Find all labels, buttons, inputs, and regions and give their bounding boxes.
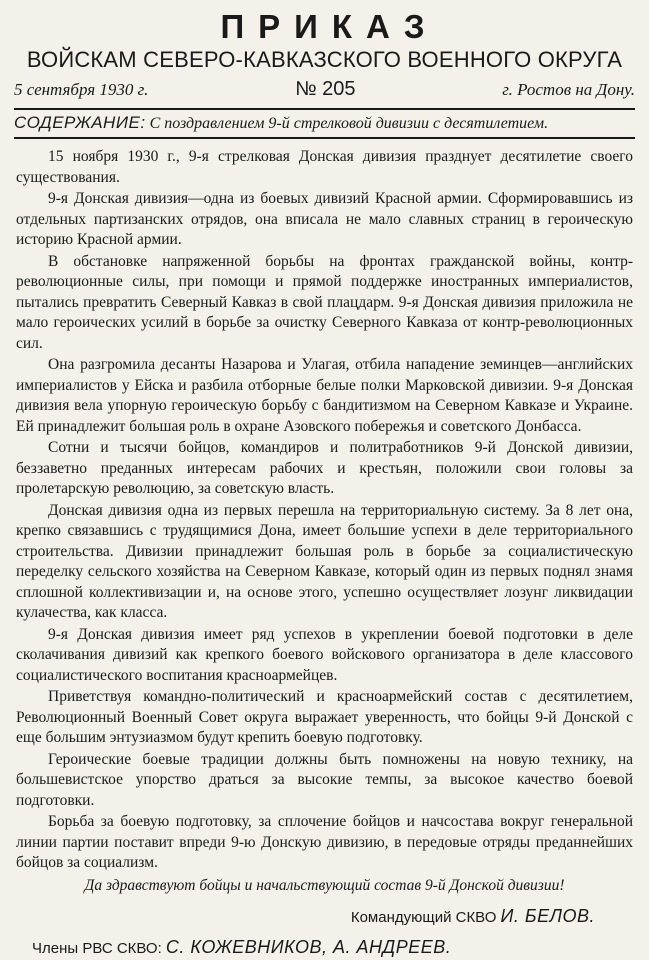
closing-slogan: Да здравствуют бойцы и начальствующий состав 9-й Донской дивизии!: [84, 876, 565, 894]
commander-signature: [14, 906, 635, 927]
paragraph: Донская дивизия одна из первых перешла на территориальную систему. За 8 лет она, крепко связавшись с трудящимися Дона, имеет большие успехи в деле территориального строительства. Дивизии принадлежит большая роль в борьбе за социалистическую переделку сельского хозяйства на Северном Кавказе, который один из первых поднял знамя сплошной коллективизации и, на основе этого, успешно осуществляет лозунг ликвидации кулачества, как класса.: [16, 501, 633, 621]
document-title: ПРИКАЗ: [220, 8, 439, 45]
order-date: 5 сентября 1930 г.: [14, 80, 149, 99]
meta-row: [14, 78, 635, 104]
contents-line: [14, 108, 635, 139]
paragraph: Она разгромила десанты Назарова и Улагая, отбила нападение земинцев—английских империалистов у Ейска и разбила отборные белые полки Марковской дивизии. 9-я Донская дивизия вела упорную героическую борьбу с бандитизмом на Северном Кавказе и Украине. Ей принадлежит большая роль в охране Азовского побережья и советского Донбасса.: [16, 356, 633, 435]
commander-name: И. БЕЛОВ.: [500, 906, 595, 926]
order-city: г. Ростов на Дону.: [502, 80, 635, 99]
paragraph: 9-я Донская дивизия имеет ряд успехов в укреплении боевой подготовки в деле сколачивания дивизий как крепкого боевого войскового организатора в деле классового социалистического воспитания красноармейцев.: [16, 625, 633, 684]
paragraph: Сотни и тысячи бойцов, командиров и политработников 9-й Донской дивизии, беззаветно преданных интересам рабочих и крестьян, положили свои головы за пролетарскую революцию, за советскую власть.: [16, 439, 633, 497]
paragraph: 9-я Донская дивизия—одна из боевых дивизий Красной армии. Сформировавшись из отдельных партизанских отрядов, она вписала не мало славных страниц в героическую историю Красной армии.: [16, 190, 633, 248]
paragraph: В обстановке напряженной борьбы на фронтах гражданской войны, контр-революционные силы, при помощи и прямой поддержке иностранных империалистов, пытались превратить Северный Кавказ в свой плацдарм. 9-я Донская дивизия приложила не мало героических усилий в борьбе за очистку Северного Кавказа от контр-революционных сил.: [16, 252, 633, 352]
contents-text: С поздравлением 9-й стрелковой дивизии с десятилетием.: [149, 115, 549, 132]
order-body: [14, 147, 635, 896]
commander-label: Командующий СКВО: [350, 909, 497, 926]
paragraph: Борьба за боевую подготовку, за сплочение бойцов и начсостава вокруг генеральной линии партии поставит впреди 9-ю Донскую дивизию, в передовые отряды преданнейших бойцов за социализм.: [16, 813, 633, 871]
members-signature: [14, 937, 635, 958]
members-label: Члены РВС СКВО:: [32, 940, 162, 957]
paragraph: 15 ноября 1930 г., 9-я стрелковая Донская дивизия празднует десятилетие своего существования.: [16, 148, 633, 186]
order-number: № 205: [295, 78, 356, 100]
paragraph: Героические боевые традиции должны быть помножены на новую технику, на большевистское упорство драться за высокие темпы, за высокое качество боевой подготовки.: [16, 750, 633, 809]
document-subtitle: ВОЙСКАМ СЕВЕРО-КАВКАЗСКОГО ВОЕННОГО ОКРУГА: [26, 47, 623, 72]
members-names: С. КОЖЕВНИКОВ, А. АНДРЕЕВ.: [165, 937, 452, 957]
paragraph: Приветствуя командно-политический и красноармейский состав с десятилетием, Революционный Военный Совет округа выражает уверенность, что бойцы 9-й Донской с еще большим энтузиазмом будут крепить боевую подготовку.: [16, 688, 633, 746]
contents-label: СОДЕРЖАНИЕ:: [14, 113, 146, 132]
